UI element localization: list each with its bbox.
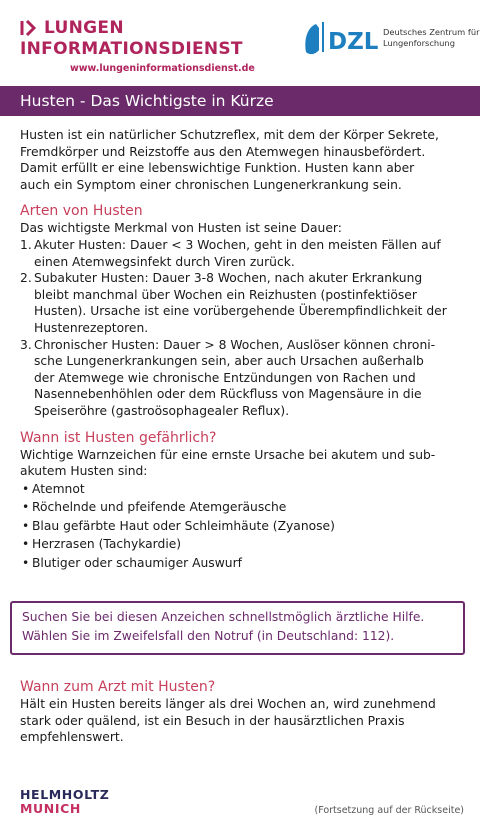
- intro-line: Fremdkörper und Reizstoffe aus den Atemwegen hinausbefördert.: [20, 144, 426, 159]
- dzl-line-2: Lungenforschung: [383, 38, 455, 48]
- section-heading-danger: Wann ist Husten gefährlich?: [20, 429, 217, 446]
- intro-paragraph: [20, 127, 462, 193]
- list-item: 3. Chronischer Husten: Dauer > 8 Wochen, Auslöser können chroni- sche Lungenerkrankungen sein, aber auch Ursachen außerhalb der Atemwege wie chronische Entzündungen von Rachen und Nasennebenhöhlen oder dem Rückfluss von Magensäure in die Speiseröhre (gastroösophagealer Reflux).: [20, 337, 436, 418]
- intro-line: Husten ist ein natürlicher Schutzreflex, mit dem der Körper Sekrete,: [20, 128, 439, 142]
- logo-line-1: LUNGEN: [44, 18, 124, 38]
- list-item: • Atemnot: [20, 480, 462, 499]
- list-number: 2.: [20, 271, 32, 286]
- list-item: • Röchelnde und pfeifende Atemgeräusche: [20, 498, 462, 517]
- title-bar: [0, 86, 480, 116]
- section-heading-doctor: Wann zum Arzt mit Husten?: [20, 679, 216, 695]
- list-item: 1. Akuter Husten: Dauer < 3 Wochen, geht in den meisten Fällen auf einen Atemwegsinfekt durch Viren zurück.: [20, 237, 441, 269]
- lung-mark-icon: [20, 20, 38, 36]
- list-item: • Herzrasen (Tachykardie): [20, 535, 462, 554]
- list-item: • Blutiger oder schaumiger Auswurf: [20, 554, 462, 573]
- intro-line: auch ein Symptom einer chronischen Lungenerkrankung sein.: [20, 177, 402, 192]
- page-title: Husten - Das Wichtigste in Kürze: [20, 92, 274, 110]
- list-item: • Blau gefärbte Haut oder Schleimhäute (Zyanose): [20, 517, 462, 536]
- page-header: [0, 0, 480, 86]
- logo-url[interactable]: www.lungeninformationsdienst.de: [70, 63, 255, 74]
- cough-types-list: [20, 237, 462, 420]
- warning-signs-list: [20, 480, 462, 573]
- dzl-line-1: Deutsches Zentrum für: [383, 27, 480, 37]
- alert-line: Wählen Sie im Zweifelsfall den Notruf (in Deutschland: 112).: [22, 629, 395, 643]
- main-content: [20, 127, 462, 573]
- section-lead: Wichtige Warnzeichen für eine ernste Ursache bei akutem und sub- akutem Husten sind:: [20, 447, 436, 479]
- alert-line: Suchen Sie bei diesen Anzeichen schnellstmöglich ärztliche Hilfe.: [22, 610, 425, 624]
- list-number: 3.: [20, 337, 32, 352]
- dzl-logo: [302, 18, 480, 58]
- emergency-alert-box: [10, 601, 465, 655]
- doctor-paragraph: Hält ein Husten bereits länger als drei Wochen an, wird zunehmend stark oder quälend, ist ein Besuch in der hausärztlichen Praxis empfehlenswert.: [20, 697, 436, 745]
- dzl-lung-icon: [302, 18, 380, 58]
- continuation-note: (Fortsetzung auf der Rückseite): [314, 805, 464, 816]
- section-lead: Das wichtigste Merkmal von Husten ist seine Dauer:: [20, 221, 342, 236]
- doctor-section: [20, 675, 462, 746]
- list-item: 2. Subakuter Husten: Dauer 3-8 Wochen, nach akuter Erkrankung bleibt manchmal über Wochen ein Reizhusten (postinfektiöser Husten). Ursache ist eine vorübergehende Überempfindlichkeit der Hustenrezeptoren.: [20, 271, 447, 335]
- helmholtz-line: HELMHOLTZ: [20, 787, 110, 802]
- logo-line-2: INFORMATIONSDIENST: [20, 39, 243, 59]
- dzl-name: [383, 27, 480, 49]
- list-number: 1.: [20, 237, 32, 252]
- helmholtz-munich-logo: [20, 788, 109, 816]
- intro-line: Damit erfüllt er eine lebenswichtige Funktion. Husten kann aber: [20, 161, 415, 176]
- munich-line: MUNICH: [20, 801, 81, 816]
- lungeninformationsdienst-logo: [20, 18, 255, 74]
- dzl-abbr: DZL: [328, 29, 379, 55]
- section-heading-types: Arten von Husten: [20, 203, 143, 220]
